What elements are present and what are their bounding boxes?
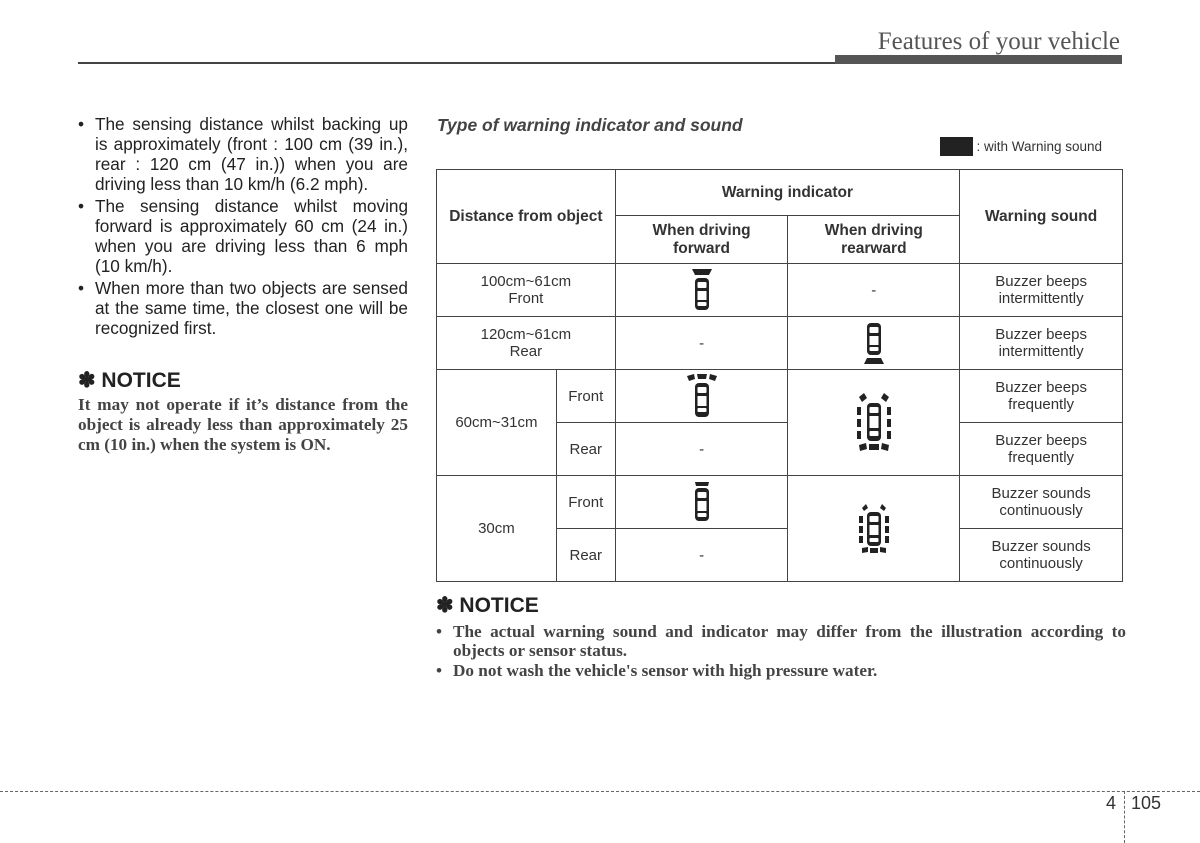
sound-cell: Buzzer beeps intermittently [960,317,1123,370]
sensing-bullet-list [78,114,408,338]
sound-cell: Buzzer beeps frequently [960,423,1123,476]
header-rule-bar [835,55,1122,64]
table-row [437,370,1123,423]
side-cell: Front [556,370,615,423]
footer-vertical-divider [1124,791,1125,843]
side-cell: Front [556,476,615,529]
distance-label: 100cm~61cm [480,273,572,290]
front-sensor-icon [689,269,715,311]
header-rule [78,62,835,64]
side-label: Front [508,290,544,307]
page-header-title: Features of your vehicle [877,28,1120,55]
forward-cell: - [615,317,788,370]
forward-cell: - [615,529,788,582]
side-cell: Rear [556,529,615,582]
distance-cell [437,264,616,317]
sound-cell: Buzzer beeps intermittently [960,264,1123,317]
legend-swatch [940,137,973,156]
distance-cell [437,317,616,370]
header-distance: Distance from object [437,170,616,264]
bullet-item: • When more than two objects are sensed at the same time, the closest one will be recognized first. [78,278,408,338]
all-sensor-icon [857,393,891,453]
rearward-cell [788,370,960,476]
notice-text: It may not operate if it’s distance from the object is already less than approximately 25 cm (10 in.) when the system is ON. [78,395,408,454]
warning-table [436,169,1123,582]
page-number: 105 [1131,793,1162,813]
front-sensor-icon [689,482,715,522]
distance-label: 120cm~61cm [480,326,572,343]
table-row [437,317,1123,370]
forward-cell: - [615,423,788,476]
distance-cell: 60cm~31cm [437,370,557,476]
legend [940,137,1102,156]
rearward-cell [788,317,960,370]
header-rearward: When driving rearward [788,216,960,264]
bullet-item: • The sensing distance whilst backing up is approximately (front : 100 cm (39 in.), rear : 120 cm (47 in.)) when you are driving less than 10 km/h (6.2 mph). [78,114,408,194]
header-sound: Warning sound [960,170,1123,264]
sound-cell: Buzzer sounds continuously [960,529,1123,582]
forward-cell [615,370,788,423]
side-label: Rear [509,343,543,360]
sound-cell: Buzzer sounds continuously [960,476,1123,529]
notice-heading: ✽ NOTICE [78,369,181,392]
legend-label: : with Warning sound [976,139,1102,154]
left-column [78,114,408,455]
distance-cell: 30cm [437,476,557,582]
forward-cell [615,476,788,529]
sound-cell: Buzzer beeps frequently [960,370,1123,423]
forward-cell [615,264,788,317]
rearward-cell [788,476,960,582]
notice-heading: ✽ NOTICE [436,594,539,617]
side-cell: Rear [556,423,615,476]
table-row [437,476,1123,529]
notice-item: • The actual warning sound and indicator may differ from the illustration according to objects or sensor status. [436,622,1126,660]
footer-divider [0,791,1200,792]
section-title: Type of warning indicator and sound [437,115,743,135]
rear-sensor-icon [861,322,887,364]
front-sensor-icon [685,374,719,418]
bullet-item: • The sensing distance whilst moving forward is approximately 60 cm (24 in.) when you are driving less than 6 mph (10 km/h). [78,196,408,276]
all-sensor-icon [859,504,889,554]
rearward-cell: - [788,264,960,317]
table-row [437,264,1123,317]
header-indicator: Warning indicator [615,170,959,216]
notice-list [436,622,1126,680]
bottom-notice [436,593,1126,681]
header-forward: When driving forward [615,216,788,264]
notice-item: • Do not wash the vehicle's sensor with high pressure water. [436,661,1126,680]
chapter-number: 4 [1106,793,1117,813]
